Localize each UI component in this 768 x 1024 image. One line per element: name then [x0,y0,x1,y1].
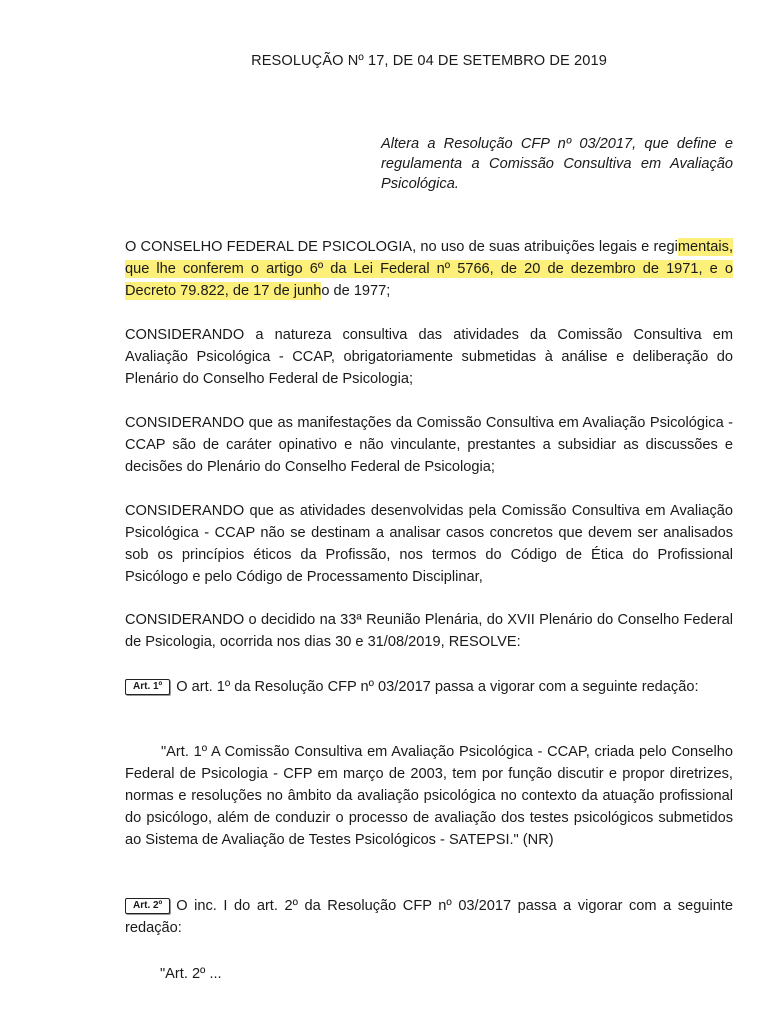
considerando-4: CONSIDERANDO o decidido na 33ª Reunião Plenária, do XVII Plenário do Conselho Federal de Psicologia, ocorrida nos dias 30 e 31/08/2019, RESOLVE: [125,612,733,650]
article-1-quote: "Art. 1º A Comissão Consultiva em Avaliação Psicológica - CCAP, criada pelo Conselho Federal de Psicologia - CFP em março de 2003, tem por função discutir e propor diretrizes, normas e resoluções no âmbito da avaliação psicológica no contexto da atuação profissional do psicólogo, além de conduzir o processo de avaliação dos testes psicológicos submetidos ao Sistema de Avaliação de Testes Psicológicos - SATEPSI." (NR) [125,744,733,848]
considerando-1: CONSIDERANDO a natureza consultiva das atividades da Comissão Consultiva em Avaliação Psicológica - CCAP, obrigatoriamente submetidas à análise e deliberação do Plenário do Conselho Federal de Psicologia; [125,327,733,387]
article-1 [125,676,733,698]
article-1-text: O art. 1º da Resolução CFP nº 03/2017 passa a vigorar com a seguinte redação: [176,679,699,695]
resolution-title: RESOLUÇÃO Nº 17, DE 04 DE SETEMBRO DE 2019 [251,53,607,69]
highlighted-text[interactable]: mentais, que lhe conferem o artigo 6º da Lei Federal nº 5766, de 20 de dezembro de 1971, e o Decreto 79.822, de 17 de junh [125,239,733,299]
article-2-label[interactable]: Art. 2º [125,898,170,914]
preamble-text-end: o de 1977; [321,283,391,299]
considerando-3: CONSIDERANDO que as atividades desenvolvidas pela Comissão Consultiva em Avaliação Psicológica - CCAP não se destinam a analisar casos concretos que devem ser analisados sob os princípios éticos da Profissão, nos termos do Código de Ética do Profissional Psicólogo e pelo Código de Processamento Disciplinar, [125,503,733,585]
article-2-quote: "Art. 2º ... [160,966,222,982]
article-2 [125,895,733,939]
article-1-label[interactable]: Art. 1º [125,679,170,695]
preamble-text-start: O CONSELHO FEDERAL DE PSICOLOGIA, no uso de suas atribuições legais e regi [125,239,678,255]
article-2-text: O inc. I do art. 2º da Resolução CFP nº 03/2017 passa a vigorar com a seguinte redação: [125,898,733,936]
preamble [125,236,733,302]
ementa: Altera a Resolução CFP nº 03/2017, que define e regulamenta a Comissão Consultiva em Avaliação Psicológica. [381,136,733,192]
considerando-2: CONSIDERANDO que as manifestações da Comissão Consultiva em Avaliação Psicológica - CCAP são de caráter opinativo e não vinculante, prestantes a subsidiar as discussões e decisões do Plenário do Conselho Federal de Psicologia; [125,415,733,475]
